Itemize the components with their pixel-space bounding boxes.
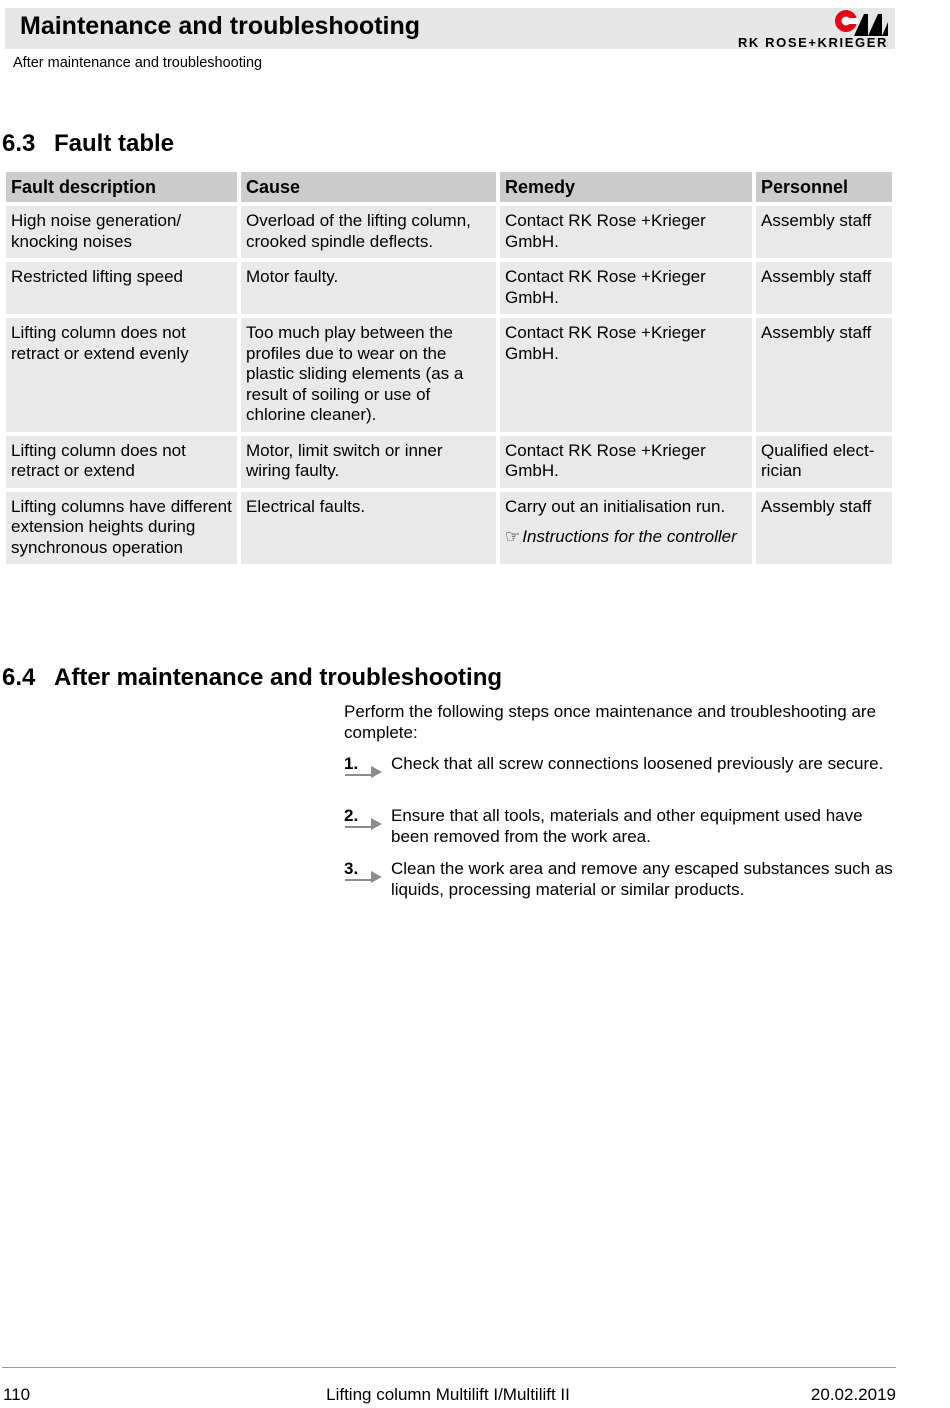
column-header-remedy: Remedy bbox=[500, 172, 752, 202]
steps-list bbox=[344, 753, 896, 911]
column-header-fault: Fault description bbox=[6, 172, 237, 202]
section-number: 6.4 bbox=[2, 664, 36, 691]
remedy-cell: Contact RK Rose +Krieger GmbH. bbox=[500, 436, 752, 488]
intro-paragraph: Perform the following steps once maintenance and troubleshooting are complete: bbox=[344, 702, 877, 742]
section-title: After maintenance and troubleshooting bbox=[54, 664, 503, 691]
section-title: Fault table bbox=[54, 130, 175, 157]
step-text: Check that all screw connections loosened previously are secure. bbox=[391, 754, 884, 773]
personnel-cell: Assembly staff bbox=[756, 206, 892, 258]
cause-cell: Electrical faults. bbox=[241, 492, 496, 565]
company-logo bbox=[722, 8, 888, 50]
fault-cell: Restricted lifting speed bbox=[6, 262, 237, 314]
step-text: Clean the work area and remove any escaped substances such as liquids, processing material or similar products. bbox=[391, 859, 893, 899]
page-number: 110 bbox=[3, 1385, 31, 1404]
footer-divider bbox=[2, 1367, 896, 1368]
fault-cell: Lifting column does not retract or extend bbox=[6, 436, 237, 488]
list-item bbox=[344, 753, 896, 794]
after-maintenance-heading bbox=[2, 664, 502, 692]
column-header-personnel: Personnel bbox=[756, 172, 892, 202]
personnel-cell: Assembly staff bbox=[756, 262, 892, 314]
logo-text: RK ROSE+KRIEGER bbox=[737, 35, 888, 50]
chapter-title: Maintenance and troubleshooting bbox=[20, 12, 421, 40]
fault-cell: Lifting columns have different extension heights during synchronous operation bbox=[6, 492, 237, 565]
reference-hand-icon: ☞ bbox=[505, 527, 521, 546]
table-row bbox=[6, 492, 892, 565]
product-name: Lifting column Multilift I/Multilift II bbox=[326, 1385, 570, 1404]
cause-cell: Motor faulty. bbox=[241, 262, 496, 314]
rose-krieger-logo-icon bbox=[834, 8, 888, 36]
list-item bbox=[344, 805, 896, 847]
cause-cell: Overload of the lifting column, crooked spindle deflects. bbox=[241, 206, 496, 258]
step-number: 1. bbox=[344, 754, 359, 773]
step-number: 3. bbox=[344, 859, 359, 878]
fault-table bbox=[2, 168, 896, 568]
remedy-cell bbox=[500, 492, 752, 565]
table-row bbox=[6, 206, 892, 258]
cross-reference[interactable] bbox=[505, 527, 747, 548]
remedy-text: Carry out an initialisation run. bbox=[505, 496, 726, 516]
table-header-row bbox=[6, 172, 892, 202]
personnel-cell: Assembly staff bbox=[756, 318, 892, 432]
cause-cell: Motor, limit switch or inner wiring faulty. bbox=[241, 436, 496, 488]
table-row bbox=[6, 262, 892, 314]
list-item bbox=[344, 858, 896, 900]
document-date: 20.02.2019 bbox=[810, 1385, 896, 1404]
column-header-cause: Cause bbox=[241, 172, 496, 202]
cause-cell: Too much play between the profiles due to wear on the plastic sliding elements (as a result of soiling or use of chlorine cleaner). bbox=[241, 318, 496, 432]
remedy-cell: Contact RK Rose +Krieger GmbH. bbox=[500, 262, 752, 314]
fault-cell: High noise generation/ knocking noises bbox=[6, 206, 237, 258]
step-number: 2. bbox=[344, 806, 359, 825]
personnel-cell: Qualified electrician bbox=[756, 436, 892, 488]
table-row bbox=[6, 318, 892, 432]
personnel-cell: Assembly staff bbox=[756, 492, 892, 565]
section-subtitle: After maintenance and troubleshooting bbox=[13, 55, 263, 71]
fault-cell: Lifting column does not retract or extend evenly bbox=[6, 318, 237, 432]
cross-reference-text: Instructions for the controller bbox=[522, 527, 737, 546]
remedy-cell: Contact RK Rose +Krieger GmbH. bbox=[500, 206, 752, 258]
step-text: Ensure that all tools, materials and other equipment used have been removed from the work area. bbox=[391, 806, 863, 846]
remedy-cell: Contact RK Rose +Krieger GmbH. bbox=[500, 318, 752, 432]
table-row bbox=[6, 436, 892, 488]
fault-table-heading bbox=[2, 130, 174, 158]
section-number: 6.3 bbox=[2, 130, 36, 157]
